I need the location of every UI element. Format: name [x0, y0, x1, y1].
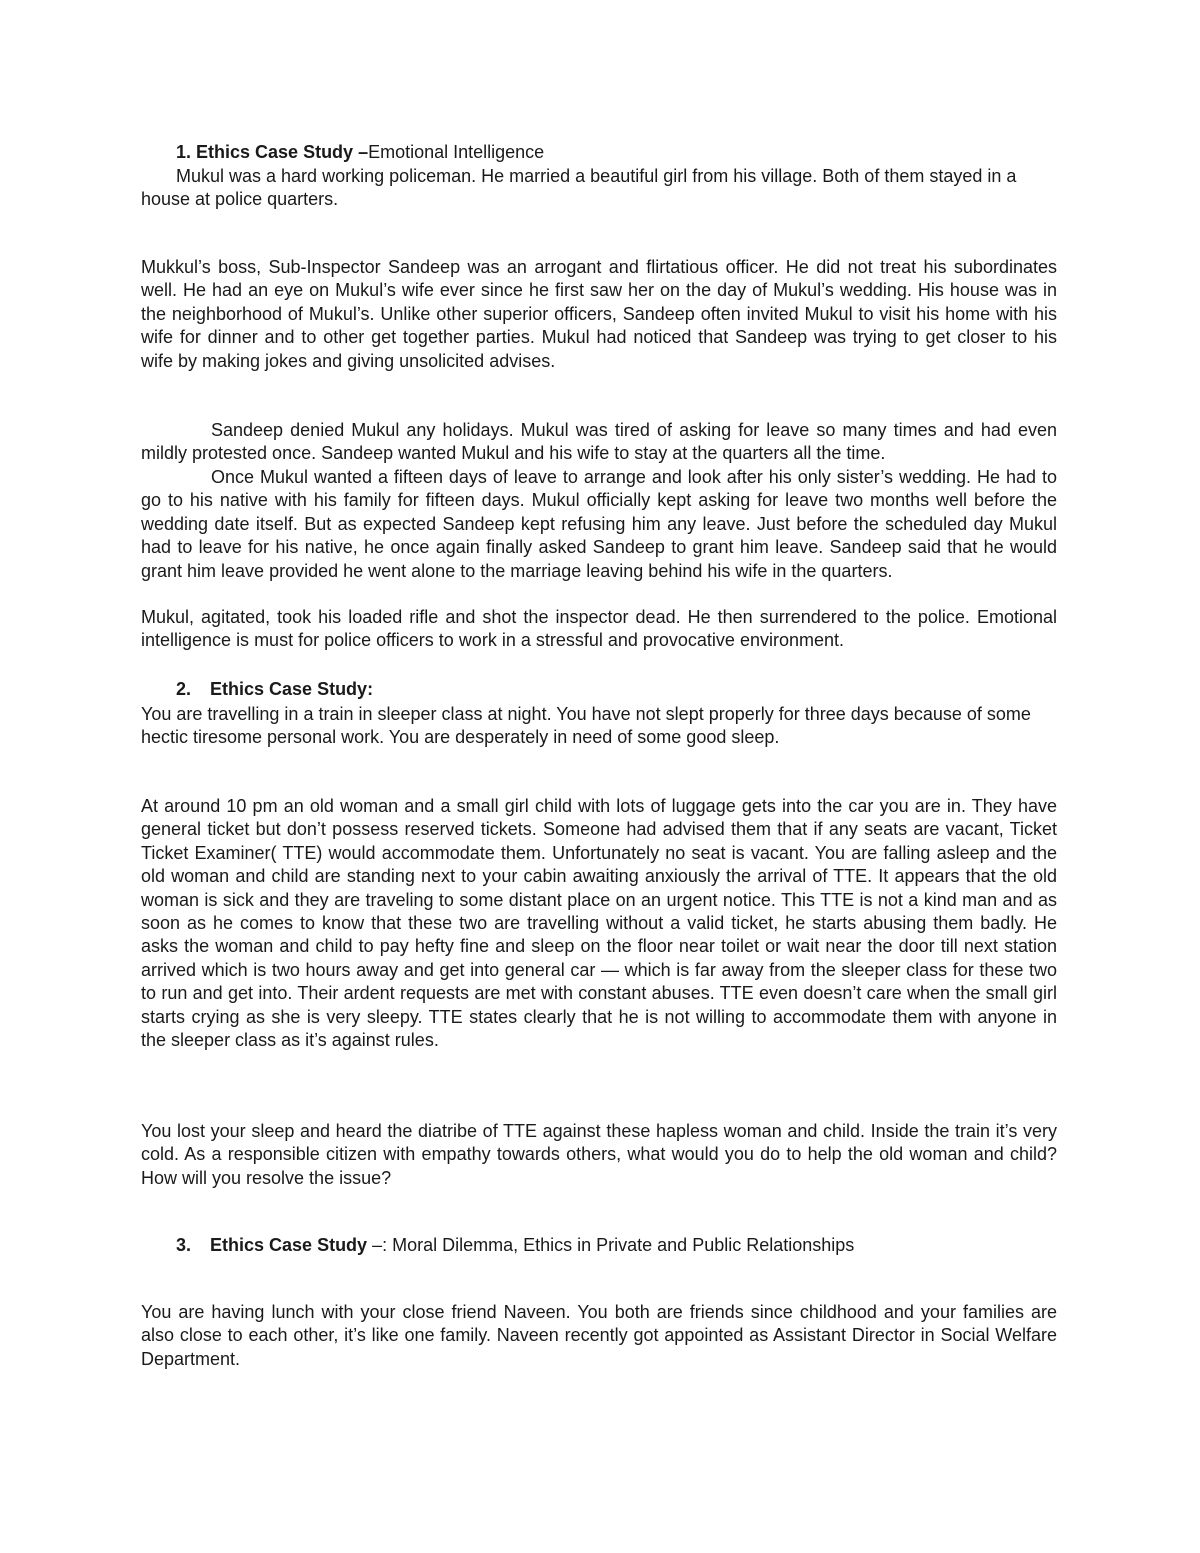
- case3-heading-topic: –: Moral Dilemma, Ethics in Private and Public Relationships: [367, 1235, 855, 1255]
- case1-paragraph-conclusion: Mukul, agitated, took his loaded rifle and shot the inspector dead. He then surrendered to the police. Emotional intelligence is must for police officers to work in a stressful and provocative environment.: [141, 607, 1057, 651]
- case2-heading-title: Ethics Case Study:: [210, 679, 374, 699]
- case2-heading-number: 2.: [176, 679, 192, 699]
- case1-heading-title: 1. Ethics Case Study –: [176, 142, 369, 162]
- case3-heading: [176, 1234, 854, 1257]
- case1-paragraph-intro: Mukul was a hard working policeman. He married a beautiful girl from his village. Both of them stayed in a house at police quarters.: [141, 166, 1017, 210]
- case1-paragraph-holidays: Sandeep denied Mukul any holidays. Mukul was tired of asking for leave so many times and had even mildly protested once. Sandeep wanted Mukul and his wife to stay at the quarters all the time.: [141, 420, 1057, 464]
- case2-heading: [176, 678, 373, 701]
- case3-heading-number: 3.: [176, 1235, 192, 1255]
- case3-paragraph-intro: You are having lunch with your close friend Naveen. You both are friends since childhood and your families are also close to each other, it’s like one family. Naveen recently got appointed as Assistant Director in Social Welfare Department.: [141, 1302, 1057, 1369]
- case1-paragraph-leave: Once Mukul wanted a fifteen days of leave to arrange and look after his only sister’s wedding. He had to go to his native with his family for fifteen days. Mukul officially kept asking for leave two months well before the wedding date itself. But as expected Sandeep kept refusing him any leave. Just before the scheduled day Mukul had to leave for his native, he once again finally asked Sandeep to grant him leave. Sandeep said that he would grant him leave provided he went alone to the marriage leaving behind his wife in the quarters.: [141, 467, 1057, 581]
- case2-paragraph-setting: You are travelling in a train in sleeper class at night. You have not slept properly for three days because of some hectic tiresome personal work. You are desperately in need of some good sleep.: [141, 704, 1031, 748]
- case1-heading-topic: Emotional Intelligence: [368, 142, 545, 162]
- case2-paragraph-question: You lost your sleep and heard the diatribe of TTE against these hapless woman and child. Inside the train it’s very cold. As a responsible citizen with empathy towards others, what would you do to help the old woman and child? How will you resolve the issue?: [141, 1121, 1057, 1188]
- case2-paragraph-situation: At around 10 pm an old woman and a small girl child with lots of luggage gets into the car you are in. They have general ticket but don’t possess reserved tickets. Someone had advised them that if any seats are vacant, Ticket Ticket Examiner( TTE) would accommodate them. Unfortunately no seat is vacant. You are falling asleep and the old woman and child are standing next to your cabin awaiting anxiously the arrival of TTE. It appears that the old woman is sick and they are traveling to some distant place on an urgent notice. This TTE is not a kind man and as soon as he comes to know that these two are travelling without a valid ticket, he starts abusing them badly. He asks the woman and child to pay hefty fine and sleep on the floor near toilet or wait near the door till next station arrived which is two hours away and get into general car — which is far away from the sleeper class for these two to run and get into. Their ardent requests are met with constant abuses. TTE even doesn’t care when the small girl starts crying as she is very sleepy. TTE states clearly that he is not willing to accommodate them with anyone in the sleeper class as it’s against rules.: [141, 796, 1057, 1051]
- case1-paragraph-boss: Mukkul’s boss, Sub-Inspector Sandeep was an arrogant and flirtatious officer. He did not treat his subordinates well. He had an eye on Mukul’s wife ever since he first saw her on the day of Mukul’s wedding. His house was in the neighborhood of Mukul’s. Unlike other superior officers, Sandeep often invited Mukul to visit his home with his wife for dinner and to other get together parties. Mukul had noticed that Sandeep was trying to get closer to his wife by making jokes and giving unsolicited advises.: [141, 257, 1057, 371]
- case1-heading: [176, 141, 544, 164]
- case3-heading-title: Ethics Case Study: [210, 1235, 368, 1255]
